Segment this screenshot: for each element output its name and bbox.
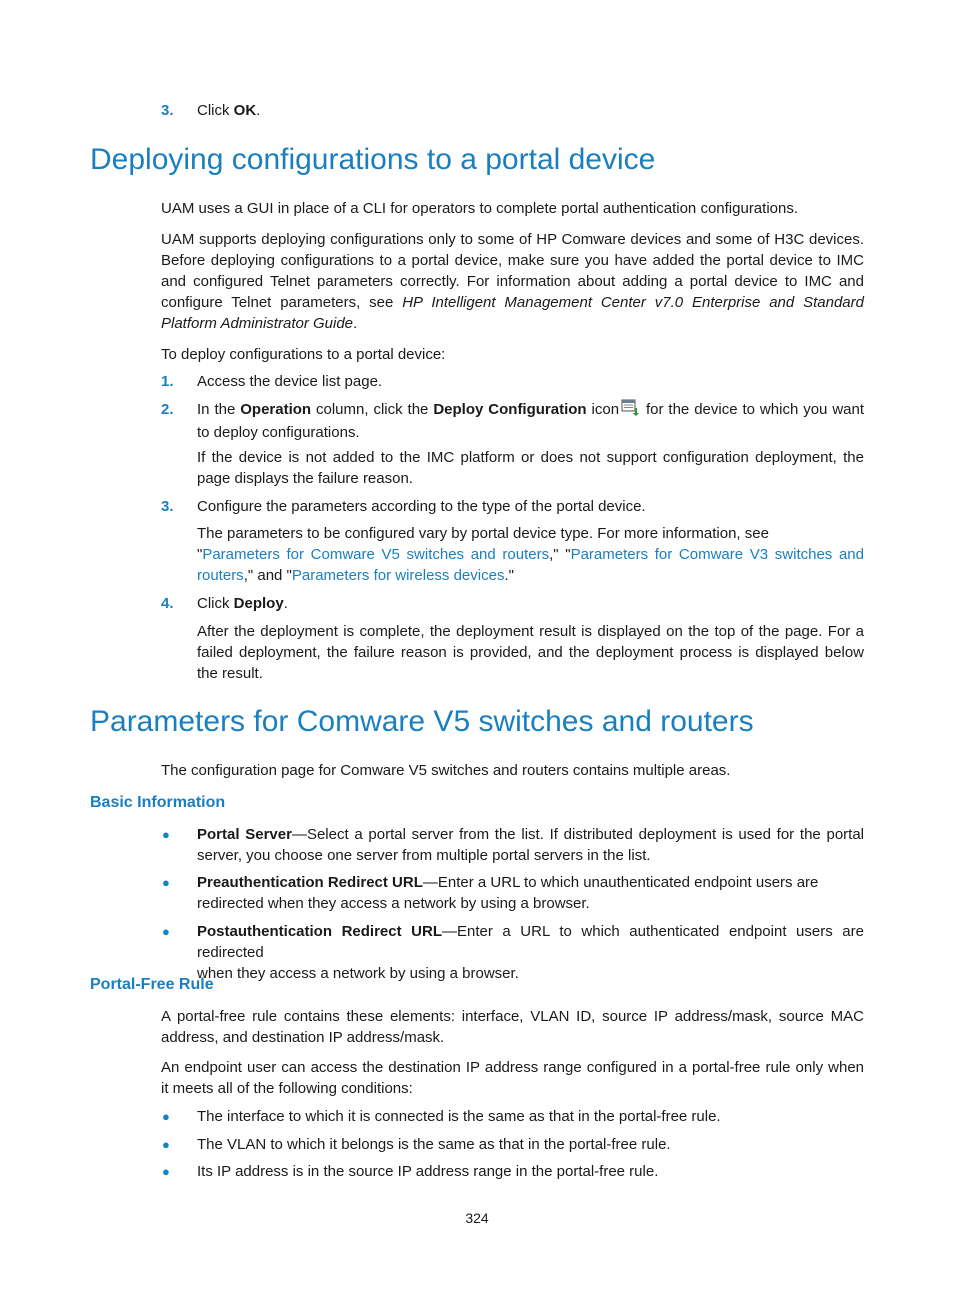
section1-para1: UAM uses a GUI in place of a CLI for operators to complete portal authentication configurations. (161, 200, 799, 217)
step-number: 3. (161, 102, 174, 119)
section-title-deploying: Deploying configurations to a portal device (90, 143, 656, 176)
section1-intro: To deploy configurations to a portal device: (161, 346, 446, 363)
link-separator: ," and " (243, 567, 292, 584)
step4-note-line: the result. (197, 665, 263, 682)
step-number: 4. (161, 595, 174, 612)
bullet-icon: ● (162, 875, 170, 890)
link-comware-v3-cont[interactable]: routers (197, 567, 244, 584)
step2-mid1: column, click the (311, 401, 434, 418)
ok-label: OK (233, 102, 257, 119)
portal-free-para1 (161, 1006, 864, 1048)
step-text-pre: Click (197, 102, 234, 119)
preauthentication-redirect-url-label: Preauthentication Redirect URL (197, 874, 423, 891)
quote-open: " (197, 546, 203, 563)
bullet-icon: ● (162, 827, 170, 842)
para-line: it meets all of the following conditions: (161, 1080, 413, 1097)
step4-note-line: After the deployment is complete, the deployment result is displayed on the top of the page. For a (197, 623, 864, 640)
bullet-icon: ● (162, 924, 170, 939)
step2-text (197, 399, 864, 443)
list-item (197, 921, 864, 984)
step2-line1 (197, 399, 864, 422)
link-separator: ," " (549, 546, 571, 563)
para2-line: UAM supports deploying configurations only to some of HP Comware devices and some of H3C devices. (161, 231, 864, 248)
para-line: address, and destination IP address/mask. (161, 1029, 445, 1046)
list-item (197, 824, 864, 866)
list-item-text: —Enter a URL to which authenticated endpoint users are redirected (197, 923, 864, 961)
top-step-text (197, 100, 864, 121)
section1-para2 (161, 229, 864, 334)
step3-note (197, 523, 864, 586)
step2-note-line: If the device is not added to the IMC platform or does not support configuration deployment, the (197, 449, 864, 466)
para2-line: Before deploying configurations to a portal device, make sure you have added the portal device to IMC (161, 252, 864, 269)
portal-free-para2 (161, 1057, 864, 1099)
list-item: Its IP address is in the source IP address range in the portal-free rule. (197, 1163, 659, 1180)
step-number: 3. (161, 498, 174, 515)
link-comware-v3[interactable]: Parameters for Comware V3 switches and (570, 546, 864, 563)
para2-line5-post: . (353, 315, 358, 332)
list-item-text: redirected when they access a network by using a browser. (197, 895, 590, 912)
step3-note-line2 (197, 544, 864, 565)
section-title-comware-v5: Parameters for Comware V5 switches and routers (90, 705, 754, 738)
list-item (197, 872, 864, 914)
portal-server-label: Portal Server (197, 826, 292, 843)
link-wireless-devices[interactable]: Parameters for wireless devices (291, 567, 505, 584)
step3-text: Configure the parameters according to the type of the portal device. (197, 498, 646, 515)
step4-note-line: failed deployment, the failure reason is provided, and the deployment process is displayed below (197, 644, 864, 661)
step4-text (197, 593, 864, 614)
step2-pre: In the (197, 401, 241, 418)
step3-note-line1: The parameters to be configured vary by portal device type. For more information, see (197, 525, 769, 542)
list-item-text: when they access a network by using a browser. (197, 965, 519, 982)
step2-post: for the device to which you want (641, 401, 865, 418)
postauthentication-redirect-url-label: Postauthentication Redirect URL (197, 923, 442, 940)
para2-line (161, 292, 864, 313)
subsection-title-basic-information: Basic Information (90, 794, 226, 811)
step2-mid2: icon (586, 401, 620, 418)
step4-pre: Click (197, 595, 234, 612)
step2-line2: to deploy configurations. (197, 424, 360, 441)
section2-intro: The configuration page for Comware V5 switches and routers contains multiple areas. (161, 762, 731, 779)
para-line: An endpoint user can access the destination IP address range configured in a portal-free rule only when (161, 1059, 864, 1076)
list-item: The VLAN to which it belongs is the same as that in the portal-free rule. (197, 1136, 671, 1153)
bullet-icon: ● (162, 1109, 170, 1124)
list-item: The interface to which it is connected is the same as that in the portal-free rule. (197, 1108, 721, 1125)
para2-line: and configured Telnet parameters correctly. For information about adding a portal device to IMC and (161, 273, 864, 290)
step4-post: . (283, 595, 288, 612)
bullet-icon: ● (162, 1137, 170, 1152)
step1-text: Access the device list page. (197, 373, 383, 390)
list-item-text: —Select a portal server from the list. If distributed deployment is used for the portal (291, 826, 864, 843)
step2-note-line: page displays the failure reason. (197, 470, 413, 487)
quote-close: ." (504, 567, 514, 584)
link-comware-v5[interactable]: Parameters for Comware V5 switches and routers (202, 546, 550, 563)
deploy-configuration-label: Deploy Configuration (433, 401, 587, 418)
list-item-text: —Enter a URL to which unauthenticated endpoint users are (422, 874, 819, 891)
deploy-configuration-icon (621, 399, 639, 422)
guide-title-part2: Platform Administrator Guide (161, 315, 354, 332)
step-number: 2. (161, 401, 174, 418)
para2-line4-text: configure Telnet parameters, see (161, 294, 403, 311)
guide-title-part1: HP Intelligent Management Center v7.0 Enterprise and Standard (402, 294, 864, 311)
para-line: A portal-free rule contains these elements: interface, VLAN ID, source IP address/mask, source MAC (161, 1008, 864, 1025)
bullet-icon: ● (162, 1164, 170, 1179)
deploy-label: Deploy (233, 595, 284, 612)
step-number: 1. (161, 373, 174, 390)
step4-note (197, 621, 864, 684)
step2-note (197, 447, 864, 489)
para2-line (161, 313, 864, 334)
step3-note-line3 (197, 565, 864, 586)
subsection-title-portal-free-rule: Portal-Free Rule (90, 976, 214, 993)
operation-label: Operation (240, 401, 312, 418)
list-item-text: server, you choose one server from multiple portal servers in the list. (197, 847, 651, 864)
page-number: 324 (465, 1210, 489, 1226)
step-text-post: . (256, 102, 261, 119)
